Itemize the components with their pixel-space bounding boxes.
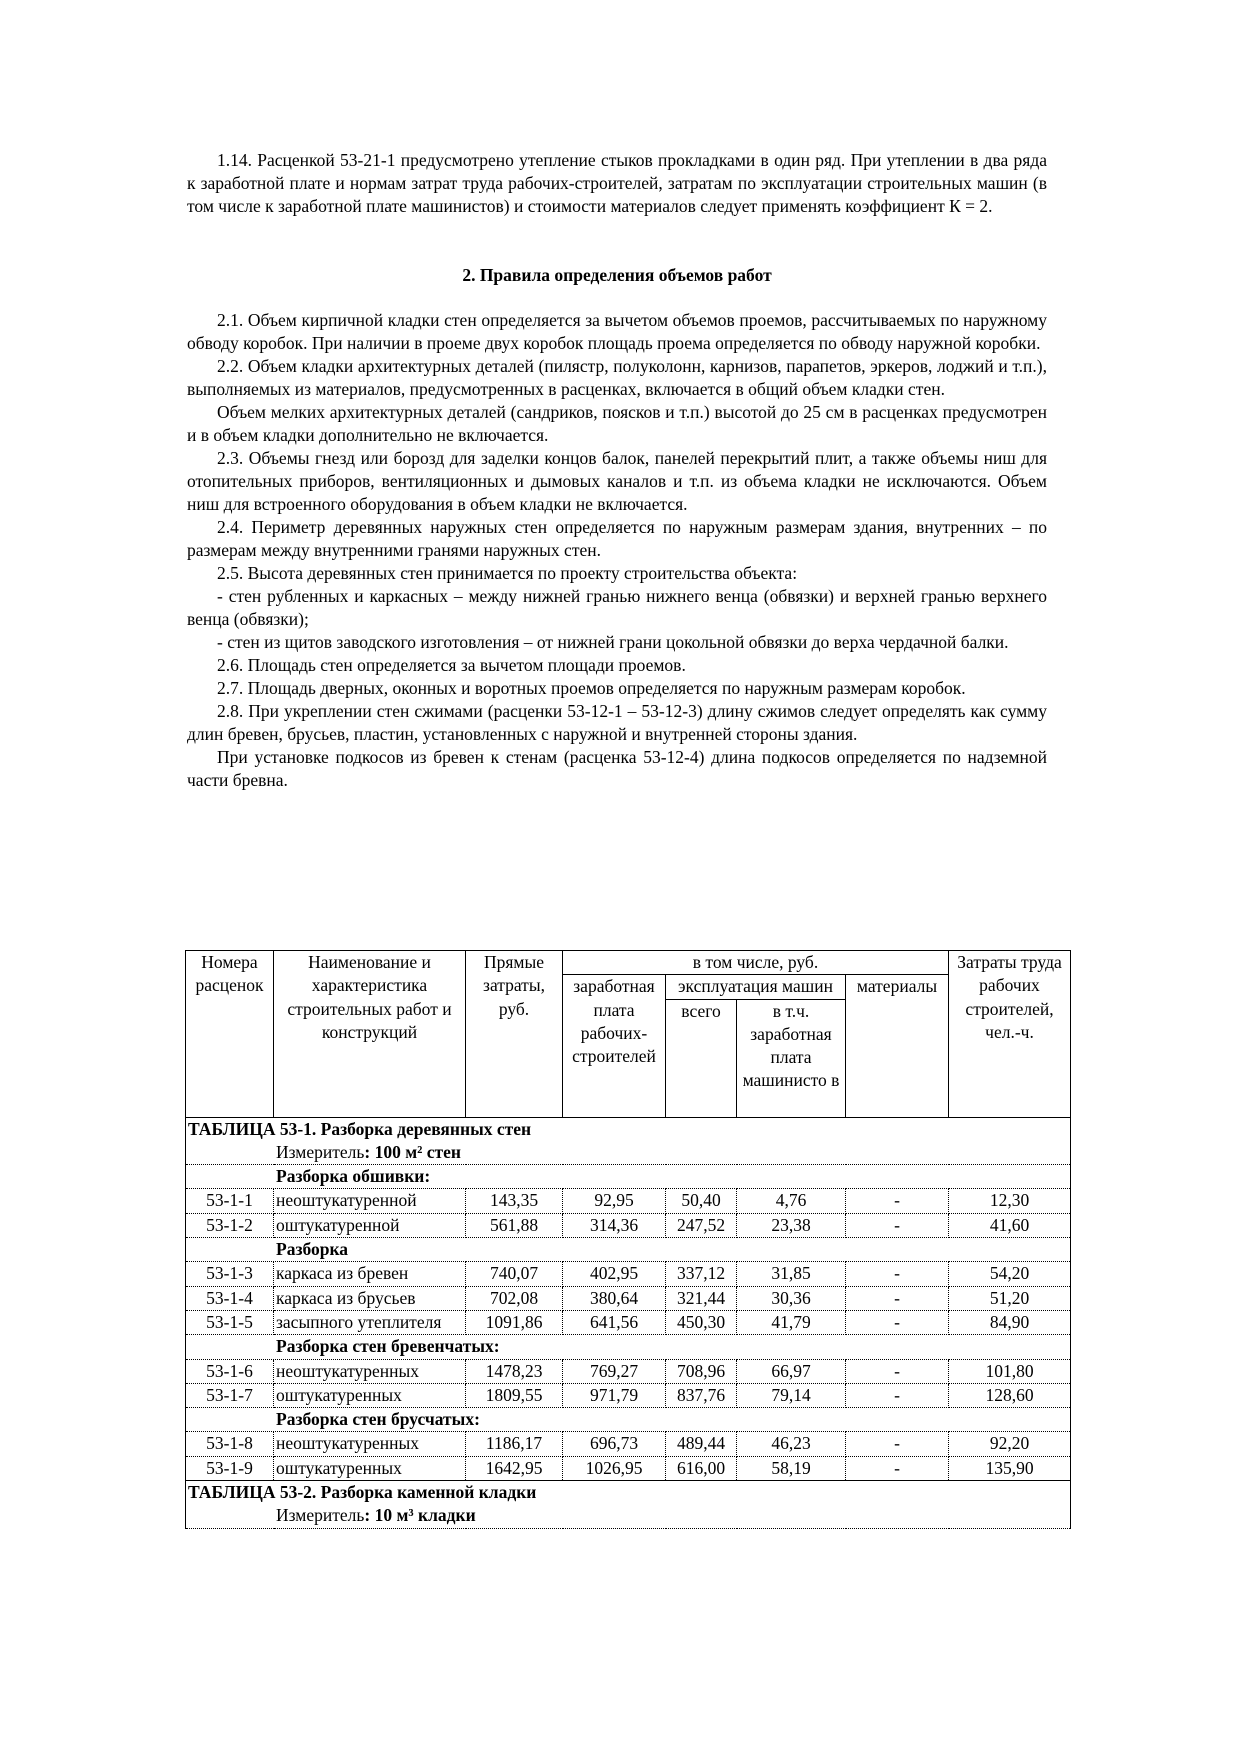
cell-materials: - <box>846 1383 949 1407</box>
cell-materials: - <box>846 1262 949 1286</box>
table-row <box>186 1286 1071 1310</box>
cell-direct: 740,07 <box>466 1262 563 1286</box>
table-row <box>186 1189 1071 1213</box>
cell-machines-wages: 79,14 <box>737 1383 846 1407</box>
group-row <box>186 1335 1071 1359</box>
header-wages: заработная плата рабочих-строителей <box>563 975 666 1117</box>
cell-machines-wages: 41,79 <box>737 1310 846 1334</box>
table-row <box>186 1359 1071 1383</box>
table-row <box>186 1213 1071 1237</box>
table-row <box>186 1432 1071 1456</box>
cell-code: 53-1-6 <box>186 1359 274 1383</box>
cell-machines-total: 337,12 <box>666 1262 737 1286</box>
price-table <box>185 950 1071 1529</box>
header-direct: Прямые затраты, руб. <box>466 951 563 1118</box>
paragraph: 1.14. Расценкой 53-21-1 предусмотрено утепление стыков прокладками в один ряд. При утеплении в два ряда к заработной плате и нормам затрат труда рабочих-строителей, затратам по эксплуатации строительных машин (в том числе к заработной плате машинистов) и стоимости материалов следует применять коэффициент К = 2. <box>187 150 1047 216</box>
cell-labor: 128,60 <box>949 1383 1071 1407</box>
cell-materials: - <box>846 1432 949 1456</box>
header-machines: эксплуатация машин <box>666 975 846 999</box>
cell-wages: 696,73 <box>563 1432 666 1456</box>
paragraph: 2.7. Площадь дверных, оконных и воротных проемов определяется по наружным размерам коробок. <box>217 678 966 698</box>
cell-materials: - <box>846 1359 949 1383</box>
header-code: Номера расценок <box>186 951 274 1118</box>
section-heading: 2. Правила определения объемов работ <box>462 265 772 285</box>
table-row <box>186 1383 1071 1407</box>
paragraph: 2.8. При укреплении стен сжимами (расценки 53-12-1 – 53-12-3) длину сжимов следует определять как сумму длин бревен, брусьев, пластин, установленных с наружной и внутренней стороны здания. <box>187 701 1047 744</box>
measure-value: : 100 м² стен <box>364 1141 461 1162</box>
header-machines-wages: в т.ч. заработная плата машинисто в <box>737 999 846 1117</box>
cell-machines-wages: 66,97 <box>737 1359 846 1383</box>
cell-machines-wages: 23,38 <box>737 1213 846 1237</box>
cell-machines-total: 321,44 <box>666 1286 737 1310</box>
cell-labor: 92,20 <box>949 1432 1071 1456</box>
cell-labor: 12,30 <box>949 1189 1071 1213</box>
header-machines-total: всего <box>666 999 737 1117</box>
cell-materials: - <box>846 1213 949 1237</box>
cell-labor: 54,20 <box>949 1262 1071 1286</box>
cell-machines-total: 450,30 <box>666 1310 737 1334</box>
cell-name: неоштукатуренных <box>274 1359 466 1383</box>
cell-direct: 143,35 <box>466 1189 563 1213</box>
cell-materials: - <box>846 1286 949 1310</box>
cell-materials: - <box>846 1189 949 1213</box>
cell-code: 53-1-2 <box>186 1213 274 1237</box>
cell-code: 53-1-4 <box>186 1286 274 1310</box>
paragraph: 2.2. Объем кладки архитектурных деталей (пилястр, полуколонн, карнизов, парапетов, эркеров, лоджий и т.п.), выполняемых из материалов, предусмотренных в расценках, включается в общий объем кладки стен. <box>187 356 1047 399</box>
group-title: Разборка обшивки: <box>186 1165 1071 1189</box>
paragraph: Объем мелких архитектурных деталей (сандриков, поясков и т.п.) высотой до 25 см в расценках предусмотрен и в объем кладки дополнительно не включается. <box>187 402 1047 445</box>
cell-direct: 1478,23 <box>466 1359 563 1383</box>
table-row <box>186 1456 1071 1480</box>
cell-machines-wages: 30,36 <box>737 1286 846 1310</box>
cell-wages: 92,95 <box>563 1189 666 1213</box>
measure-label: Измеритель <box>276 1505 365 1526</box>
cell-code: 53-1-3 <box>186 1262 274 1286</box>
cell-machines-total: 616,00 <box>666 1456 737 1480</box>
cell-wages: 641,56 <box>563 1310 666 1334</box>
cell-name: оштукатуренных <box>274 1456 466 1480</box>
cell-machines-total: 50,40 <box>666 1189 737 1213</box>
cell-machines-total: 708,96 <box>666 1359 737 1383</box>
paragraph: - стен рубленных и каркасных – между нижней гранью нижнего венца (обвязки) и верхней гранью верхнего венца (обвязки); <box>187 586 1047 629</box>
paragraph: 2.6. Площадь стен определяется за вычетом площади проемов. <box>217 655 686 675</box>
cell-name: каркаса из брусьев <box>274 1286 466 1310</box>
group-title: Разборка стен бревенчатых: <box>186 1335 1071 1359</box>
measure-label: Измеритель <box>276 1141 365 1162</box>
paragraph: При установке подкосов из бревен к стенам (расценка 53-12-4) длина подкосов определяется по надземной части бревна. <box>187 747 1047 790</box>
paragraph: - стен из щитов заводского изготовления – от нижней грани цокольной обвязки до верха чердачной балки. <box>217 632 1009 652</box>
header-including: в том числе, руб. <box>563 951 949 975</box>
group-title: Разборка стен брусчатых: <box>186 1408 1071 1432</box>
cell-labor: 101,80 <box>949 1359 1071 1383</box>
table2-measure <box>186 1504 1071 1528</box>
cell-name: оштукатуренных <box>274 1383 466 1407</box>
cell-code: 53-1-9 <box>186 1456 274 1480</box>
cell-name: засыпного утеплителя <box>274 1310 466 1334</box>
cell-code: 53-1-7 <box>186 1383 274 1407</box>
table-row <box>186 1262 1071 1286</box>
cell-name: оштукатуренной <box>274 1213 466 1237</box>
cell-wages: 314,36 <box>563 1213 666 1237</box>
cell-code: 53-1-1 <box>186 1189 274 1213</box>
cell-machines-total: 489,44 <box>666 1432 737 1456</box>
cell-labor: 135,90 <box>949 1456 1071 1480</box>
header-name: Наименование и характеристика строительных работ и конструкций <box>274 951 466 1118</box>
table2-title: ТАБЛИЦА 53-2. Разборка каменной кладки <box>186 1481 1071 1505</box>
table1-measure <box>186 1141 1071 1165</box>
cell-direct: 1091,86 <box>466 1310 563 1334</box>
cell-name: неоштукатуренной <box>274 1189 466 1213</box>
cell-direct: 1642,95 <box>466 1456 563 1480</box>
cell-wages: 380,64 <box>563 1286 666 1310</box>
paragraph: 2.3. Объемы гнезд или борозд для заделки концов балок, панелей перекрытий плит, а также объемы ниш для отопительных приборов, вентиляционных и дымовых каналов и т.п. из объема кладки не исключаются. Объем ниш для встроенного оборудования в объем кладки не включается. <box>187 448 1047 514</box>
cell-machines-wages: 46,23 <box>737 1432 846 1456</box>
cell-name: неоштукатуренных <box>274 1432 466 1456</box>
cell-labor: 51,20 <box>949 1286 1071 1310</box>
intro-text <box>187 149 1047 218</box>
cell-materials: - <box>846 1310 949 1334</box>
cell-machines-total: 837,76 <box>666 1383 737 1407</box>
header-labor: Затраты труда рабочих строителей, чел.-ч. <box>949 951 1071 1118</box>
rules-text <box>187 309 1047 792</box>
cell-code: 53-1-5 <box>186 1310 274 1334</box>
table1-title: ТАБЛИЦА 53-1. Разборка деревянных стен <box>186 1117 1071 1141</box>
table-row <box>186 1310 1071 1334</box>
header-materials: материалы <box>846 975 949 1117</box>
paragraph: 2.5. Высота деревянных стен принимается по проекту строительства объекта: <box>217 563 798 583</box>
cell-wages: 402,95 <box>563 1262 666 1286</box>
cell-labor: 84,90 <box>949 1310 1071 1334</box>
cell-direct: 1809,55 <box>466 1383 563 1407</box>
measure-value: : 10 м³ кладки <box>364 1505 476 1526</box>
paragraph: 2.4. Периметр деревянных наружных стен определяется по наружным размерам здания, внутренних – по размерам между внутренними гранями наружных стен. <box>187 517 1047 560</box>
cell-direct: 1186,17 <box>466 1432 563 1456</box>
cell-wages: 1026,95 <box>563 1456 666 1480</box>
cell-wages: 971,79 <box>563 1383 666 1407</box>
cell-machines-wages: 4,76 <box>737 1189 846 1213</box>
cell-name: каркаса из бревен <box>274 1262 466 1286</box>
group-row <box>186 1238 1071 1262</box>
cell-materials: - <box>846 1456 949 1480</box>
cell-direct: 561,88 <box>466 1213 563 1237</box>
cell-code: 53-1-8 <box>186 1432 274 1456</box>
cell-machines-wages: 58,19 <box>737 1456 846 1480</box>
cell-direct: 702,08 <box>466 1286 563 1310</box>
group-row <box>186 1165 1071 1189</box>
group-row <box>186 1408 1071 1432</box>
group-title: Разборка <box>186 1238 1071 1262</box>
cell-wages: 769,27 <box>563 1359 666 1383</box>
cell-machines-total: 247,52 <box>666 1213 737 1237</box>
cell-labor: 41,60 <box>949 1213 1071 1237</box>
paragraph: 2.1. Объем кирпичной кладки стен определяется за вычетом объемов проемов, рассчитываемых по наружному обводу коробок. При наличии в проеме двух коробок площадь проема определяется по обводу наружной коробки. <box>187 310 1047 353</box>
cell-machines-wages: 31,85 <box>737 1262 846 1286</box>
